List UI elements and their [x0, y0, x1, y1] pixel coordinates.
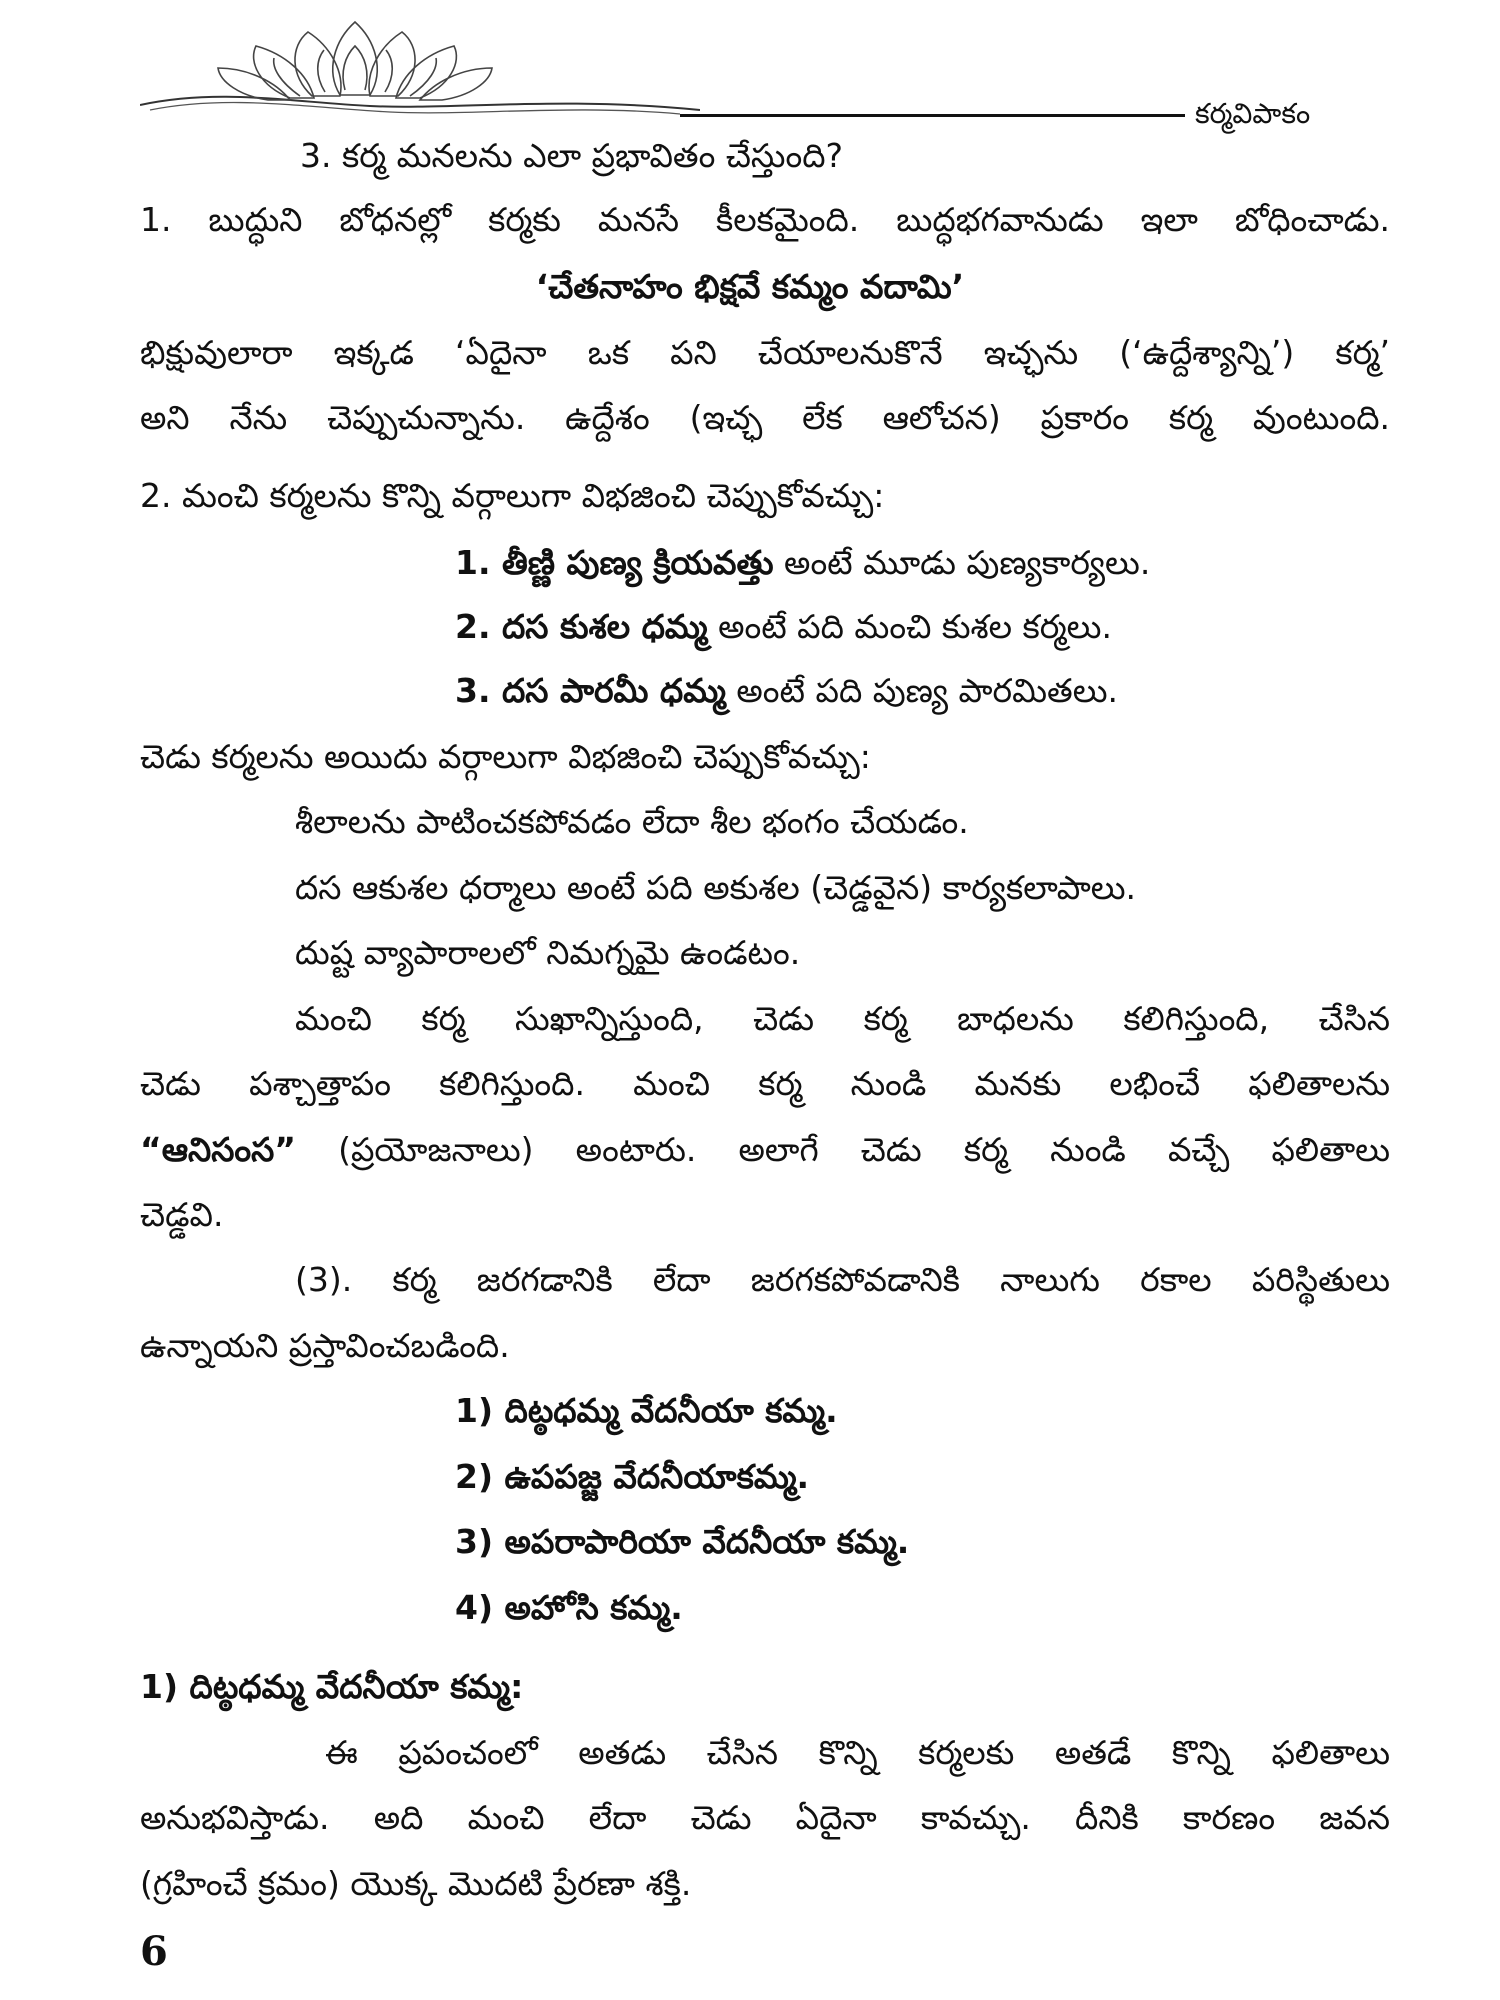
list-item	[455, 669, 1118, 713]
paragraph-line: (గ్రహించే క్రమం) యొక్క మొదటి ప్రేరణా శక్తి.	[140, 1864, 692, 1903]
karma-type-item: 3) అపరాపారియా వేదనీయా కమ్మ.	[455, 1522, 910, 1561]
paragraph-line: ఈ ప్రపంచంలో అతడు చేసిన కొన్ని కర్మలకు అతడే కొన్ని ఫలితాలు	[325, 1733, 1390, 1772]
list-item	[455, 541, 1150, 585]
header-rule	[680, 114, 1185, 117]
list-item-desc: అంటే పది పుణ్య పారమితలు.	[725, 671, 1119, 710]
paragraph-line: చెడు పశ్చాత్తాపం కలిగిస్తుంది. మంచి కర్మ నుండి మనకు లభించే ఫలితాలను	[140, 1064, 1390, 1103]
karma-type-item: 2) ఉపపజ్జ వేదనీయాకమ్మ.	[455, 1457, 810, 1496]
paragraph-line: 1. బుద్ధుని బోధనల్లో కర్మకు మనసే కీలకమైంది. బుద్ధభగవానుడు ఇలా బోధించాడు.	[140, 200, 1390, 239]
karma-type-item: 1) దిట్ఠధమ్మ వేదనీయా కమ్మ.	[455, 1391, 838, 1430]
bold-term: “ఆనిసంస”	[140, 1130, 296, 1169]
list-item	[455, 605, 1112, 649]
paragraph-line	[140, 1128, 1390, 1172]
list-item: దస ఆకుశల ధర్మాలు అంటే పది అకుశల (చెడ్డవైన) కార్యకలాపాలు.	[295, 868, 1137, 907]
running-title: కర్మవిపాకం	[1195, 97, 1311, 130]
list-item: శీలాలను పాటించకపోవడం లేదా శీల భంగం చేయడం.	[295, 802, 969, 841]
paragraph-line: అనుభవిస్తాడు. అది మంచి లేదా చెడు ఏదైనా కావచ్చు. దీనికి కారణం జవన	[140, 1798, 1390, 1837]
paragraph-line: భిక్షువులారా ఇక్కడ ‘ఏదైనా ఒక పని చేయాలనుకొనే ఇచ్ఛను (‘ఉద్దేశ్యాన్ని’) కర్మ’	[140, 333, 1390, 372]
paragraph-line: అని నేను చెప్పుచున్నాను. ఉద్దేశం (ఇచ్ఛ లేక ఆలోచన) ప్రకారం కర్మ వుంటుంది.	[140, 398, 1390, 437]
karma-type-item: 4) అహోసి కమ్మ.	[455, 1588, 683, 1627]
list-item: దుష్ట వ్యాపారాలలో నిమగ్నమై ఉండటం.	[295, 933, 801, 972]
paragraph-line: చెడ్డవి.	[140, 1195, 224, 1234]
paragraph-line: (3). కర్మ జరగడానికి లేదా జరగకపోవడానికి నాలుగు రకాల పరిస్థితులు	[295, 1260, 1390, 1299]
paragraph-line: చెడు కర్మలను అయిదు వర్గాలుగా విభజించి చెప్పుకోవచ్చు:	[140, 737, 871, 776]
quote-line: ‘చేతనాహం భిక్షవే కమ్మం వదామి’	[535, 267, 965, 306]
question-heading: 3. కర్మ మనలను ఎలా ప్రభావితం చేస్తుంది?	[300, 136, 844, 175]
paragraph-line: 2. మంచి కర్మలను కొన్ని వర్గాలుగా విభజించి చెప్పుకోవచ్చు:	[140, 476, 885, 515]
page-number: 6	[140, 1928, 168, 1975]
paragraph-text: (ప్రయోజనాలు) అంటారు. అలాగే చెడు కర్మ నుండి వచ్చే ఫలితాలు	[295, 1130, 1390, 1169]
paragraph-line: ఉన్నాయని ప్రస్తావించబడింది.	[140, 1326, 510, 1365]
list-item-term: 1. తీణ్ణి పుణ్య క్రియవత్తు	[455, 543, 774, 582]
section-heading: 1) దిట్ఠధమ్మ వేదనీయా కమ్మ:	[140, 1667, 524, 1706]
lotus-logo	[140, 10, 700, 125]
list-item-term: 2. దస కుశల ధమ్మ	[455, 607, 708, 646]
list-item-desc: అంటే మూడు పుణ్యకార్యలు.	[773, 543, 1151, 582]
paragraph-line: మంచి కర్మ సుఖాన్నిస్తుంది, చెడు కర్మ బాధలను కలిగిస్తుంది, చేసిన	[295, 999, 1390, 1038]
list-item-term: 3. దస పారమీ ధమ్మ	[455, 671, 726, 710]
list-item-desc: అంటే పది మంచి కుశల కర్మలు.	[707, 607, 1112, 646]
